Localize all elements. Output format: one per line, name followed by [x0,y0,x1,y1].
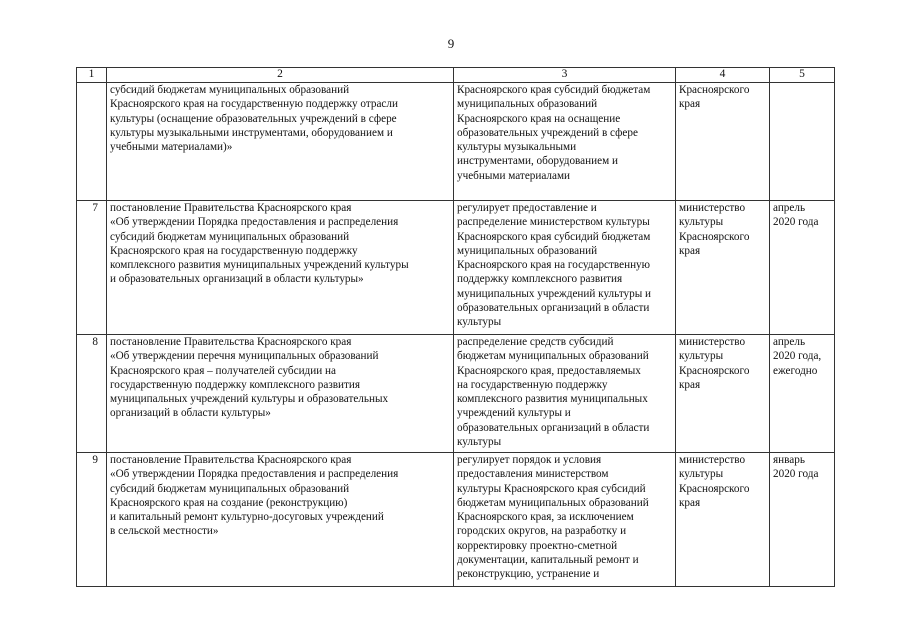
responsible-executor: министерство культуры Красноярского края [679,336,750,391]
table-row [77,453,835,587]
document-title-cell [107,83,454,201]
column-header-number: 1 [77,68,107,83]
document-title: постановление Правительства Красноярского края «Об утверждении Порядка предоставления и распределения субсидий бюджетам муниципальных образований Красноярского края на создание (реконструкцию) и капитальный ремонт культурно-досуговых учреждений в сельской местности» [110,454,399,538]
document-title: субсидий бюджетам муниципальных образований Красноярского края на государственную поддержку отрасли культуры (оснащение образовательных учреждений в сфере культуры музыкальными инструментами, оборудованием и учебными материалами)» [110,84,398,154]
responsible-cell [676,335,770,453]
responsible-executor: министерство культуры Красноярского края [679,202,750,257]
row-number: 9 [77,453,107,587]
row-number: 8 [77,335,107,453]
subject-cell [454,335,676,453]
table-header-row [77,68,835,83]
regulatory-acts-table [76,67,835,587]
column-header-deadline: 5 [770,68,835,83]
subject-cell [454,83,676,201]
row-number [77,83,107,201]
deadline: январь 2020 года [773,454,819,481]
column-header-document: 2 [107,68,454,83]
deadline: апрель 2020 года, ежегодно [773,336,822,377]
document-title: постановление Правительства Красноярского края «Об утверждении Порядка предоставления и распределения субсидий бюджетам муниципальных образований Красноярского края на государственную поддержку комплексного развития муниципальных учреждений культуры и образовательных организаций в области культуры» [110,202,409,286]
responsible-cell [676,453,770,587]
document-title: постановление Правительства Красноярского края «Об утверждении перечня муниципальных образований Красноярского края – получателей субсидии на государственную поддержку комплексного развития муниципальных учреждений культуры и образовательных организаций в области культуры» [110,336,389,420]
responsible-cell [676,201,770,335]
regulation-subject: распределение средств субсидий бюджетам муниципальных образований Красноярского края, предоставляемых на государственную поддержку комплексного развития муниципальных учреждений культуры и образовательных организаций в области культуры [457,336,650,449]
table-row [77,83,835,201]
table-row [77,201,835,335]
table-row [77,335,835,453]
regulation-subject: Красноярского края субсидий бюджетам муниципальных образований Красноярского края на оснащение образовательных учреждений в сфере культуры музыкальными инструментами, оборудованием и учебными материалами [457,84,651,182]
responsible-executor: Красноярского края [679,84,750,111]
deadline-cell [770,201,835,335]
document-title-cell [107,201,454,335]
deadline-cell [770,453,835,587]
document-title-cell [107,335,454,453]
regulation-subject: регулирует порядок и условия предоставления министерством культуры Красноярского края субсидий бюджетам муниципальных образований Красноярского края, за исключением городских округов, на разработку и корректировку проектно-сметной документации, капитальный ремонт и реконструкцию, устранение и [457,454,649,581]
column-header-responsible: 4 [676,68,770,83]
page-number: 9 [447,36,455,51]
document-title-cell [107,453,454,587]
deadline-cell [770,83,835,201]
responsible-executor: министерство культуры Красноярского края [679,454,750,509]
column-header-subject: 3 [454,68,676,83]
subject-cell [454,201,676,335]
subject-cell [454,453,676,587]
deadline-cell [770,335,835,453]
responsible-cell [676,83,770,201]
row-number: 7 [77,201,107,335]
deadline: апрель 2020 года [773,202,819,229]
regulation-subject: регулирует предоставление и распределение министерством культуры Красноярского края субсидий бюджетам муниципальных образований Красноярского края на государственную поддержку комплексного развития муниципальных учреждений культуры и образовательных организаций в области культуры [457,202,652,329]
